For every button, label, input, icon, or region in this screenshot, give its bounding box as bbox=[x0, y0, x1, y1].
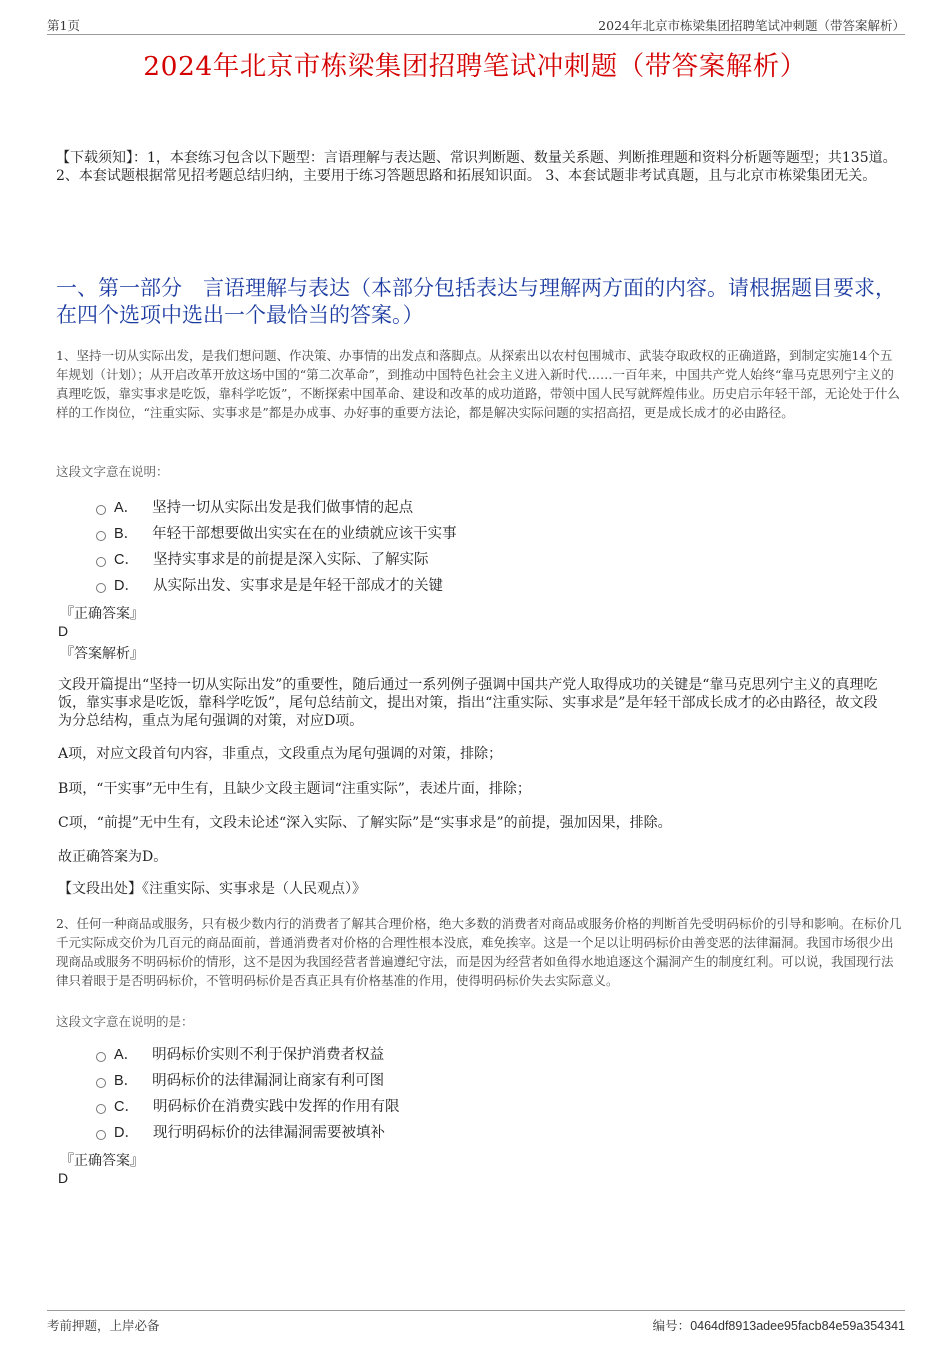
q2-option-d[interactable]: D． 现行明码标价的法律漏洞需要被填补 bbox=[96, 1121, 385, 1141]
page-number: 第1页 bbox=[47, 18, 80, 33]
radio-icon[interactable] bbox=[96, 531, 106, 541]
radio-icon[interactable] bbox=[96, 505, 106, 515]
q2-option-b[interactable]: B． 明码标价的法律漏洞让商家有利可图 bbox=[96, 1069, 384, 1089]
q1-option-c[interactable]: C． 坚持实事求是的前提是深入实际、了解实际 bbox=[96, 548, 428, 568]
radio-icon[interactable] bbox=[96, 583, 106, 593]
radio-icon[interactable] bbox=[96, 1052, 106, 1062]
radio-icon[interactable] bbox=[96, 557, 106, 567]
radio-icon[interactable] bbox=[96, 1078, 106, 1088]
q1-option-b[interactable]: B． 年轻干部想要做出实实在在的业绩就应该干实事 bbox=[96, 522, 457, 542]
section-heading: 一、第一部分 言语理解与表达（本部分包括表达与理解两方面的内容。请根据题目要求，在四个选项中选出一个最恰当的答案。） bbox=[56, 276, 896, 327]
q1-option-a[interactable]: A． 坚持一切从实际出发是我们做事情的起点 bbox=[96, 496, 413, 516]
q1-analysis-conclusion: 故正确答案为D。 bbox=[58, 849, 168, 865]
q1-analysis-b: B项，“干实事”无中生有，且缺少文段主题词“注重实际”，表述片面，排除； bbox=[58, 781, 531, 797]
question-1-text: 1、坚持一切从实际出发，是我们想问题、作决策、办事情的出发点和落脚点。从探索出以农村包围城市、武装夺取政权的正确道路，到制定实施14个五年规划（计划）；从开启改革开放这场中国的“第二次革命”，到推动中国特色社会主义进入新时代……一百年来，中国共产党人始终“靠马克思列宁主义的真理吃饭，靠实事求是吃饭，靠科学吃饭”，不断探索中国革命、建设和改革的成功道路，带领中国人民写就辉煌伟业。历史启示年轻干部，无论处于什么样的工作岗位，“注重实际、实事求是”都是办成事、办好事的重要方法论，都是解决实际问题的实招高招，更是成长成才的必由路径。 bbox=[56, 348, 900, 420]
page-footer bbox=[47, 1310, 905, 1333]
q1-option-d[interactable]: D． 从实际出发、实事求是是年轻干部成才的关键 bbox=[96, 574, 443, 594]
q1-analysis-label: 『答案解析』 bbox=[60, 646, 144, 662]
q2-answer: D bbox=[58, 1170, 69, 1186]
q1-analysis-c: C项，“前提”无中生有，文段未论述“深入实际、了解实际”是“实事求是”的前提，强加因果，排除。 bbox=[58, 815, 672, 831]
radio-icon[interactable] bbox=[96, 1130, 106, 1140]
q2-option-a[interactable]: A． 明码标价实则不利于保护消费者权益 bbox=[96, 1043, 384, 1063]
question-2-prompt: 这段文字意在说明的是： bbox=[56, 1014, 194, 1029]
q1-source: 【文段出处】《注重实际、实事求是（人民观点）》 bbox=[58, 881, 366, 897]
q2-answer-label: 『正确答案』 bbox=[60, 1153, 144, 1169]
header-doc-title: 2024年北京市栋梁集团招聘笔试冲刺题（带答案解析） bbox=[598, 18, 905, 33]
question-2-text: 2、任何一种商品或服务，只有极少数内行的消费者了解其合理价格，绝大多数的消费者对商品或服务价格的判断首先受明码标价的引导和影响。在标价几千元实际成交价为几百元的商品面前，普通消费者对价格的合理性根本没底，难免挨宰。这是一个足以让明码标价由善变恶的法律漏洞。我国市场很少出现商品或服务不明码标价的情形，这不是因为我国经营者普遍遵纪守法，而是因为经营者如鱼得水地追逐这个漏洞产生的制度红利。可以说，我国现行法律只着眼于是否明码标价，不管明码标价是否真正具有价格基准的作用，使得明码标价失去实际意义。 bbox=[56, 916, 902, 988]
q1-analysis-paragraph: 文段开篇提出“坚持一切从实际出发”的重要性，随后通过一系列例子强调中国共产党人取得成功的关键是“靠马克思列宁主义的真理吃饭，靠实事求是吃饭，靠科学吃饭”，尾句总结前文，提出对策，指出“注重实际、实事求是”是年轻干部成长成才的必由路径，故文段为分总结构，重点为尾句强调的对策，对应D项。 bbox=[58, 677, 878, 729]
q1-answer: D bbox=[58, 623, 69, 639]
question-1-prompt: 这段文字意在说明： bbox=[56, 464, 169, 479]
radio-icon[interactable] bbox=[96, 1104, 106, 1114]
footer-code: 编号：0464df8913adee95facb84e59a354341 bbox=[652, 1318, 905, 1333]
download-notice: 【下载须知】：1，本套练习包含以下题型：言语理解与表达题、常识判断题、数量关系题、判断推理题和资料分析题等题型；共135道。 2、本套试题根据常见招考题总结归纳，主要用于练习答题思路和拓展知识面。 3、本套试题非考试真题，且与北京市栋梁集团无关。 bbox=[56, 150, 897, 184]
page-header bbox=[47, 14, 905, 35]
q1-analysis-a: A项，对应文段首句内容，非重点，文段重点为尾句强调的对策，排除； bbox=[58, 746, 503, 762]
document-title: 2024年北京市栋梁集团招聘笔试冲刺题（带答案解析） bbox=[143, 51, 807, 82]
q2-option-c[interactable]: C． 明码标价在消费实践中发挥的作用有限 bbox=[96, 1095, 399, 1115]
footer-slogan: 考前押题，上岸必备 bbox=[47, 1318, 160, 1333]
q1-answer-label: 『正确答案』 bbox=[60, 606, 144, 622]
